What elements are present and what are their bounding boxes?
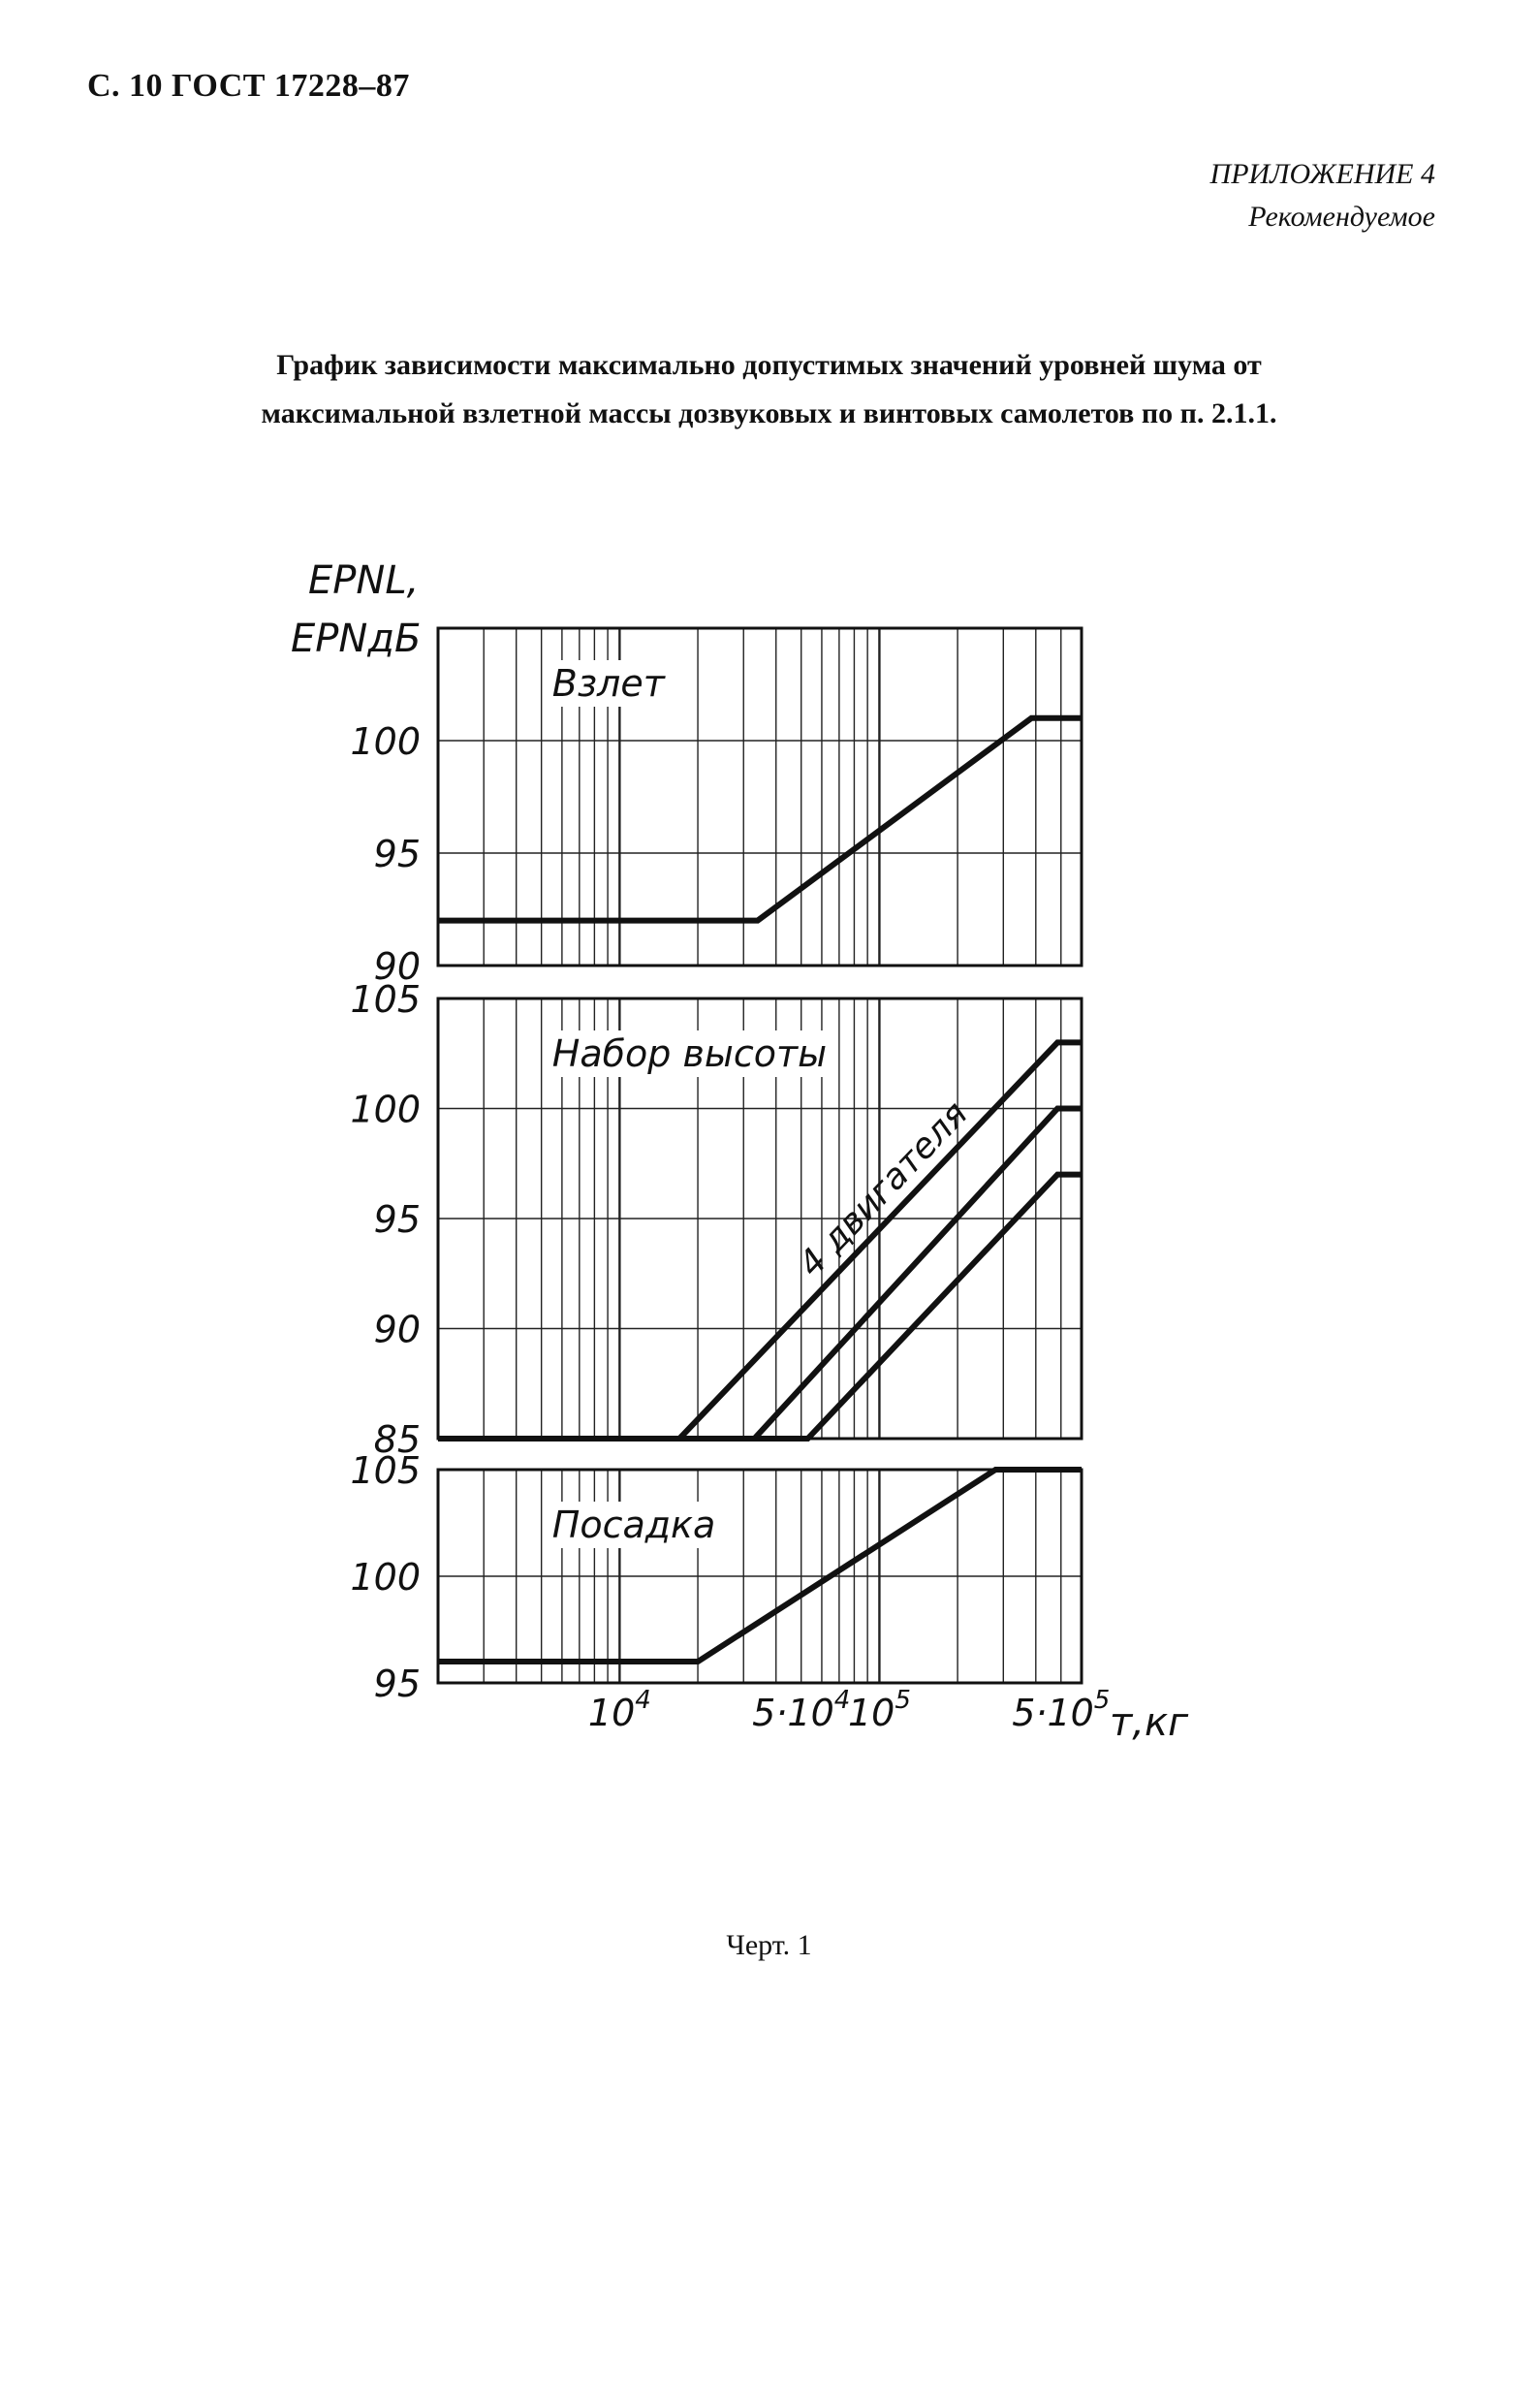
- y-tick-label: 90: [373, 1308, 421, 1351]
- chart-title-line-2: максимальной взлетной массы дозвуковых и винтовых самолетов по п. 2.1.1.: [261, 397, 1277, 429]
- panel-label: Взлет: [551, 662, 665, 705]
- x-axis-unit-label: т,кг: [1110, 1700, 1189, 1745]
- chart-panels: [350, 628, 1082, 1705]
- y-tick-label: 95: [373, 833, 421, 875]
- y-tick-label: 95: [373, 1663, 421, 1705]
- y-axis-label-line-2: EPNдБ: [291, 617, 422, 661]
- x-tick-label: $5\cdot 10^4$: [752, 1686, 851, 1734]
- x-tick-exponent: 5: [1093, 1686, 1111, 1715]
- x-tick-labels: [588, 1686, 1110, 1734]
- y-tick-label: 105: [350, 1449, 421, 1492]
- y-tick-label: 95: [373, 1198, 421, 1241]
- x-tick-label: $10^5$: [847, 1686, 911, 1734]
- panel-3: [350, 1449, 1082, 1705]
- x-tick-exponent: 4: [635, 1686, 651, 1715]
- x-tick-exponent: 5: [895, 1686, 911, 1715]
- appendix-label: ПРИЛОЖЕНИЕ 4: [1209, 158, 1435, 190]
- annotation-4-engines: 4 двигателя: [791, 1093, 976, 1285]
- chart-title-line-1: График зависимости максимально допустимых значений уровней шума от: [276, 349, 1262, 381]
- y-axis-label-line-1: EPNL,: [308, 558, 420, 603]
- panel-frame: [438, 628, 1082, 966]
- y-tick-label: 105: [350, 978, 421, 1021]
- panel-label: Посадка: [551, 1504, 716, 1546]
- x-tick-exponent: 4: [833, 1686, 851, 1715]
- x-tick-label: $5\cdot 10^5$: [1012, 1686, 1111, 1734]
- panel-label: Набор высоты: [551, 1032, 828, 1075]
- series-line-1: [438, 1470, 1082, 1662]
- y-tick-label: 85: [373, 1418, 421, 1461]
- y-tick-label: 90: [373, 945, 421, 988]
- series-line-2: [438, 1109, 1082, 1440]
- panel-2: [350, 978, 1082, 1461]
- y-tick-label: 100: [350, 1088, 421, 1131]
- y-tick-label: 100: [350, 1556, 421, 1599]
- appendix-note: Рекомендуемое: [1248, 201, 1435, 233]
- panel-1: [350, 628, 1082, 988]
- page-header: С. 10 ГОСТ 17228–87: [87, 68, 410, 104]
- series-line-1: [438, 718, 1082, 921]
- y-tick-label: 100: [350, 720, 421, 763]
- x-tick-label: $10^4$: [587, 1686, 651, 1734]
- series-line-1: [438, 1042, 1082, 1439]
- figure-caption: Черт. 1: [726, 1929, 812, 1961]
- series-line-3: [438, 1175, 1082, 1439]
